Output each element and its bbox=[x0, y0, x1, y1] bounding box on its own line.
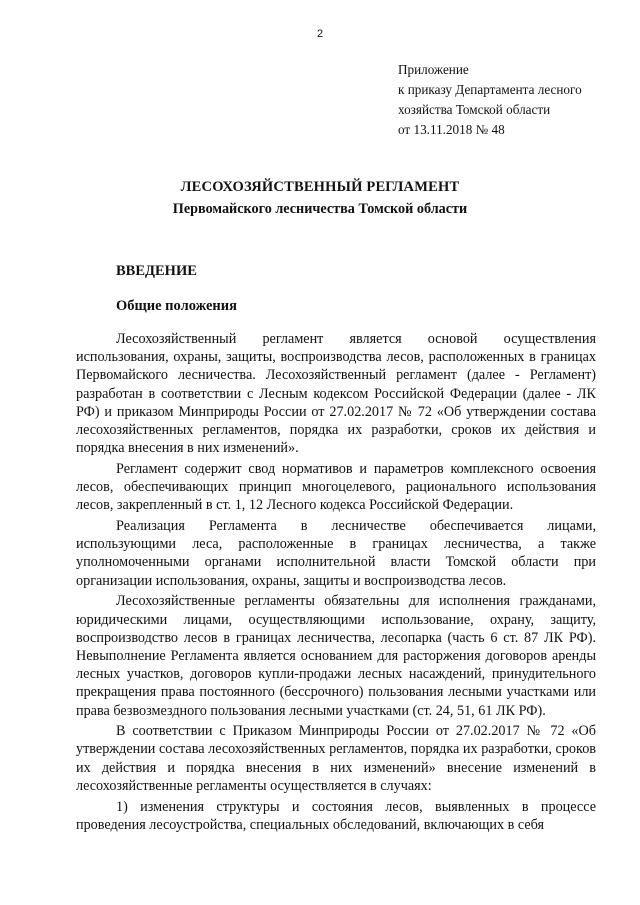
appendix-line: к приказу Департамента лесного bbox=[398, 82, 582, 97]
appendix-block bbox=[398, 60, 618, 140]
paragraph: В соответствии с Приказом Минприроды России от 27.02.2017 № 72 «Об утверждении состава лесохозяйственных регламентов, порядка их разработки, сроков их действия и порядка внесения в них изменений» внесение изменений в лесохозяйственные регламенты осуществляется в случаях: bbox=[76, 723, 596, 794]
title-block bbox=[0, 176, 640, 220]
document-title: ЛЕСОХОЗЯЙСТВЕННЫЙ РЕГЛАМЕНТ bbox=[180, 179, 460, 195]
appendix-line: хозяйства Томской области bbox=[398, 102, 551, 117]
sub-heading: Общие положения bbox=[116, 298, 237, 314]
paragraph: Лесохозяйственные регламенты обязательны для исполнения гражданами, юридическими лицами, осуществляющими использование, охрану, защиту, воспроизводство лесов в границах лесничества, лесопарка (часть 6 ст. 87 ЛК РФ). Невыполнение Регламента является основанием для расторжения договоров аренды лесных участков, договоров купли-продажи лесных насаждений, принудительного прекращения права постоянного (бессрочного) пользования лесными участками или права безвозмездного пользования лесными участками (ст. 24, 51, 61 ЛК РФ). bbox=[76, 593, 596, 719]
paragraph: Регламент содержит свод нормативов и параметров комплексного освоения лесов, обеспечивающих принцип многоцелевого, рационального использования лесов, закрепленный в ст. 1, 12 Лесного кодекса Российской Федерации. bbox=[76, 460, 596, 514]
body-text bbox=[76, 330, 596, 836]
page-number: 2 bbox=[316, 28, 324, 40]
document-subtitle: Первомайского лесничества Томской области bbox=[172, 201, 468, 217]
appendix-line: Приложение bbox=[398, 62, 469, 77]
section-heading: ВВЕДЕНИЕ bbox=[116, 263, 197, 279]
paragraph: 1) изменения структуры и состояния лесов, выявленных в процессе проведения лесоустройства, специальных обследований, включающих в себя bbox=[76, 798, 596, 833]
paragraph: Лесохозяйственный регламент является основой осуществления использования, охраны, защиты, воспроизводства лесов, расположенных в границах Первомайского лесничества. Лесохозяйственный регламент (далее - Регламент) разработан в соответствии с Лесным кодексом Российской Федерации (далее - ЛК РФ) и приказом Минприроды России от 27.02.2017 № 72 «Об утверждении состава лесохозяйственных регламентов, порядка их разработки, сроков их действия и порядка внесения в них изменений». bbox=[76, 331, 596, 457]
appendix-line: от 13.11.2018 № 48 bbox=[398, 122, 505, 137]
paragraph: Реализация Регламента в лесничестве обеспечивается лицами, использующими леса, расположенные в границах лесничества, а также уполномоченными органами исполнительной власти Томской области при организации использования, охраны, защиты и воспроизводства лесов. bbox=[76, 518, 596, 589]
